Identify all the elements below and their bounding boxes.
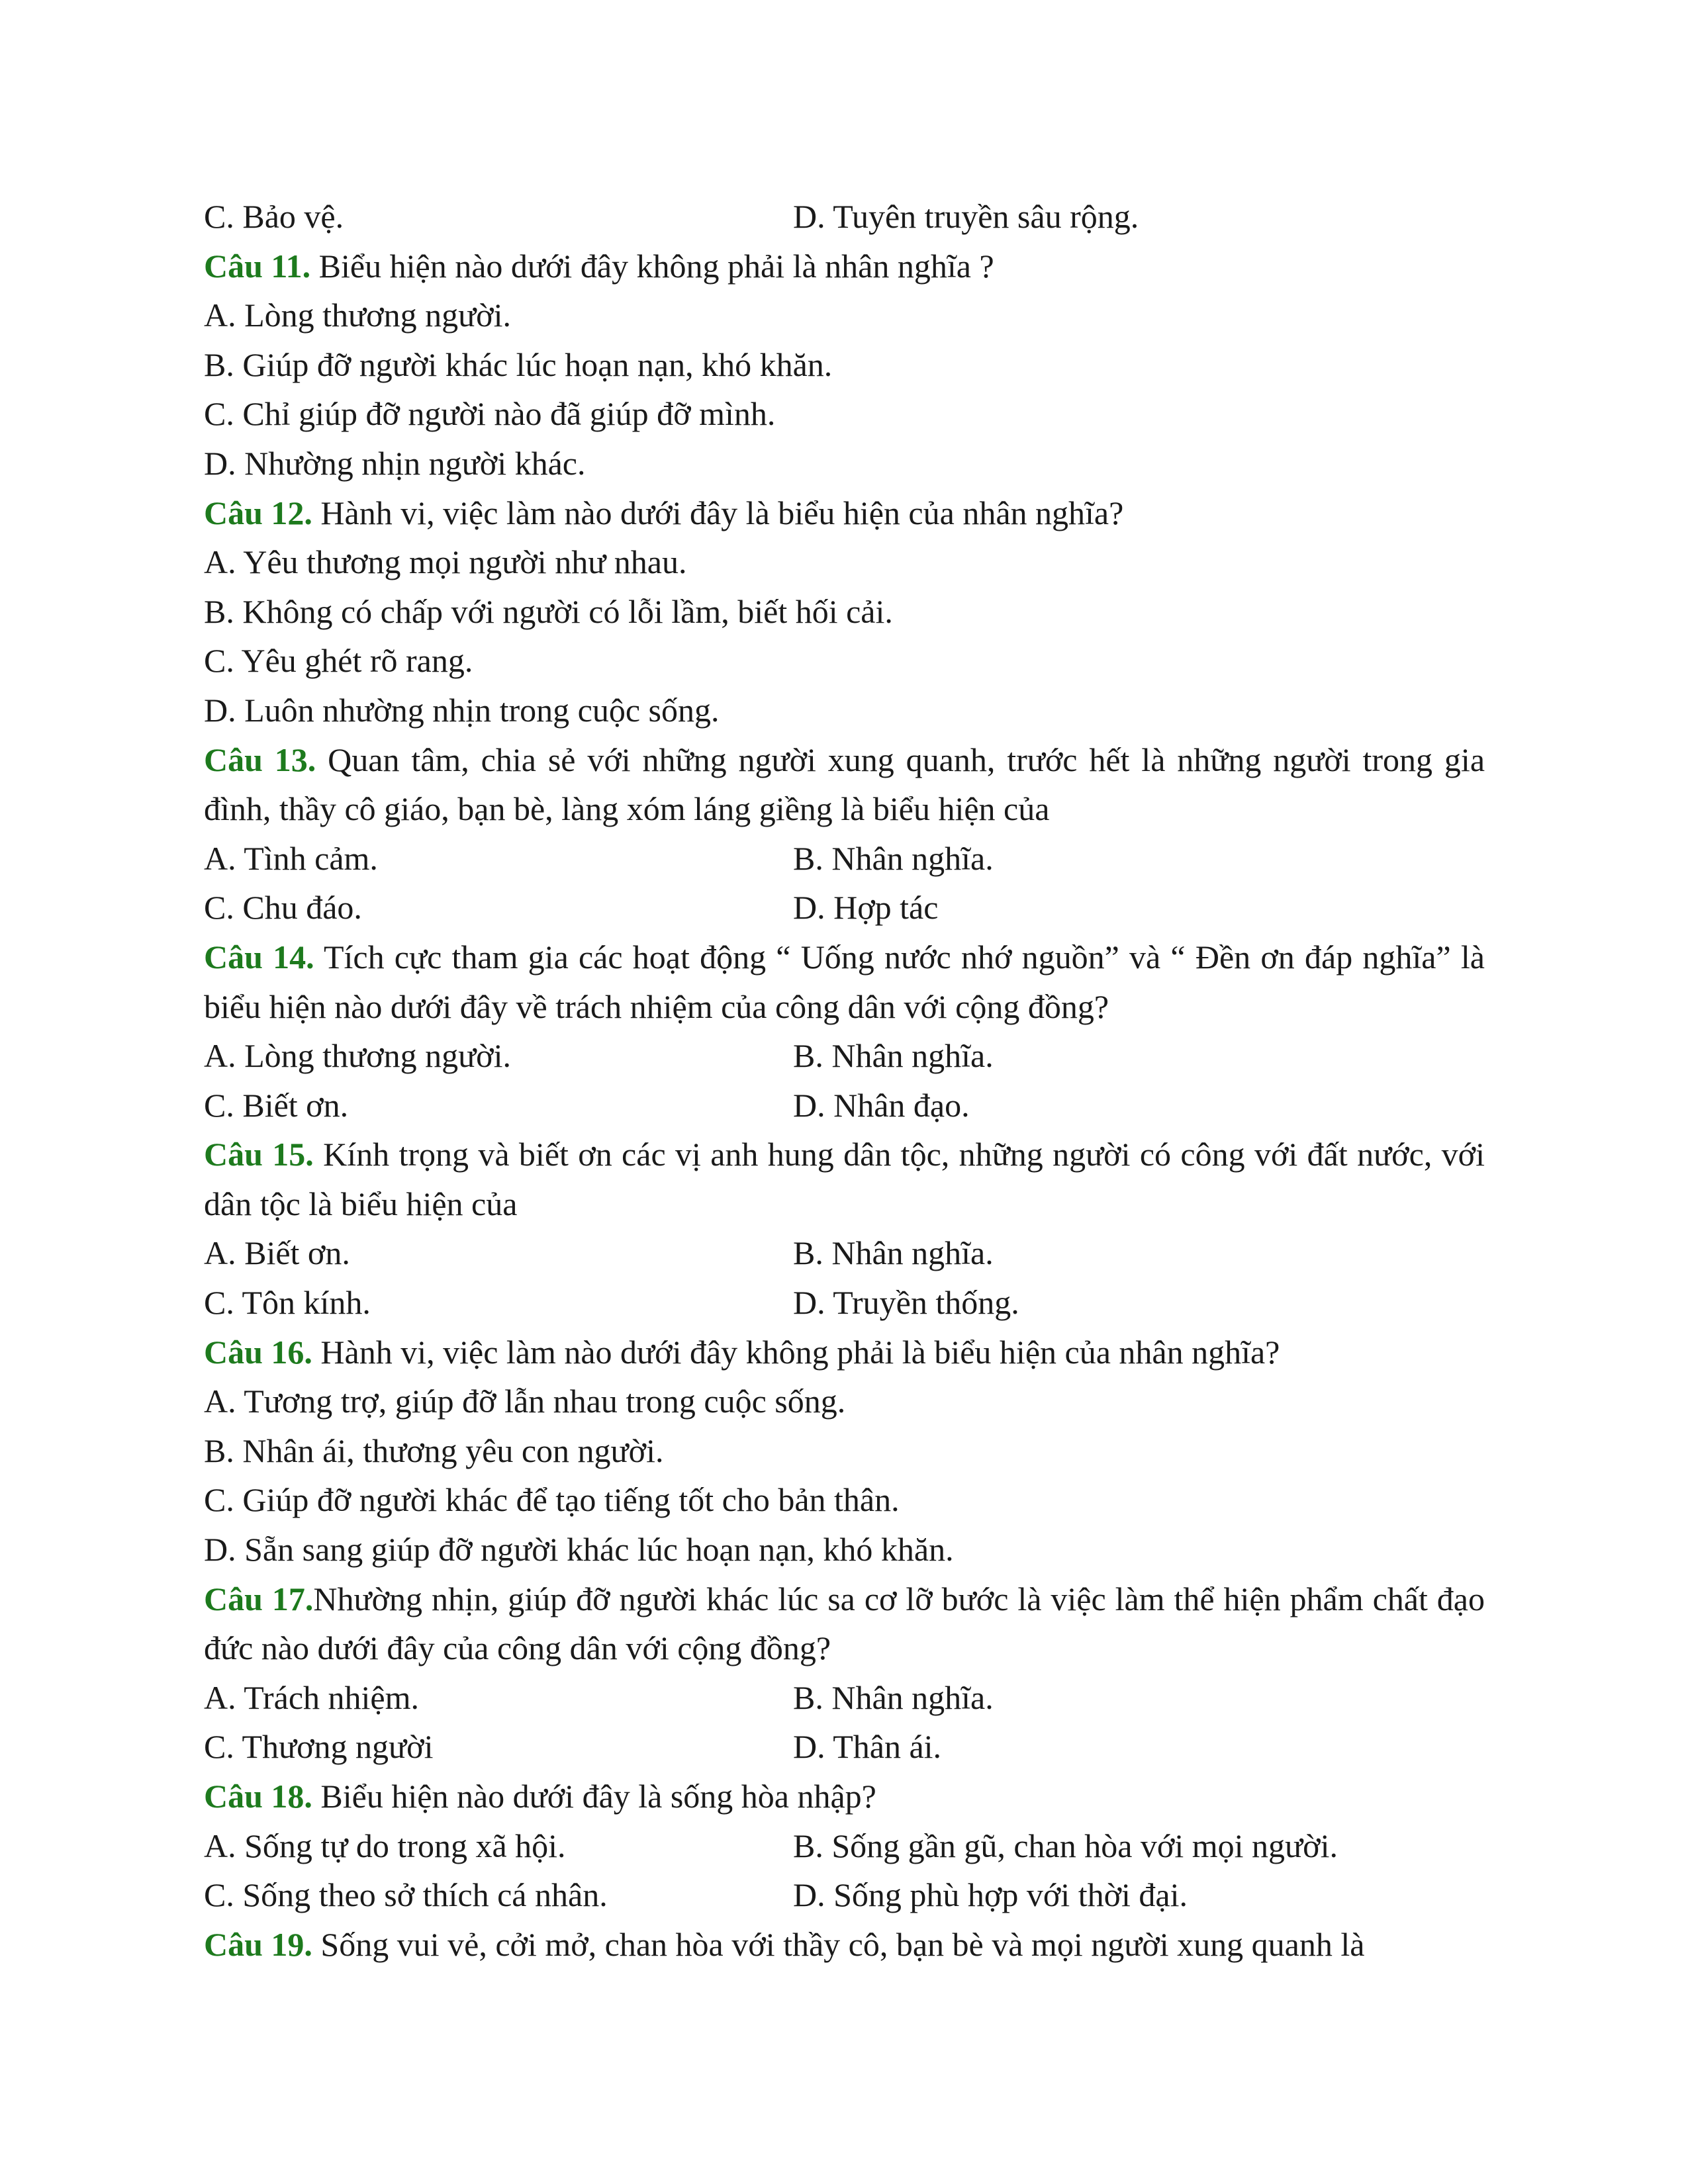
- question-text: Nhường nhịn, giúp đỡ người khác lúc sa cơ lỡ bước là việc làm thể hiện phẩm chất đạo đức nào dưới đây của công dân với cộng đồng?: [204, 1580, 1485, 1667]
- question-text: Hành vi, việc làm nào dưới đây không phải là biểu hiện của nhân nghĩa?: [312, 1333, 1280, 1371]
- option-d: D. Tuyên truyền sâu rộng.: [793, 198, 1139, 235]
- question-label: Câu 11.: [204, 247, 311, 285]
- option-row: [204, 1821, 1485, 1871]
- question-label: Câu 16.: [204, 1333, 312, 1371]
- question-label: Câu 19.: [204, 1925, 312, 1963]
- question-16: [204, 1328, 1485, 1377]
- question-text: Quan tâm, chia sẻ với những người xung quanh, trước hết là những người trong gia đình, thầy cô giáo, bạn bè, làng xóm láng giềng là biểu hiện của: [204, 741, 1485, 828]
- option-row: [204, 834, 1485, 884]
- question-14: [204, 933, 1485, 1031]
- option-d: D. Nhân đạo.: [793, 1086, 970, 1124]
- question-text: Kính trọng và biết ơn các vị anh hung dân tộc, những người có công với đất nước, với dân tộc là biểu hiện của: [204, 1136, 1485, 1222]
- option-b: B. Nhân ái, thương yêu con người.: [204, 1432, 664, 1469]
- option-d: D. Nhường nhịn người khác.: [204, 444, 586, 482]
- question-label: Câu 15.: [204, 1136, 314, 1173]
- option-row: [204, 1722, 1485, 1772]
- option-a: A. Biết ơn.: [204, 1234, 350, 1272]
- question-17: [204, 1574, 1485, 1673]
- option-row: [204, 192, 1485, 242]
- question-15: [204, 1130, 1485, 1228]
- option-a: A. Lòng thương người.: [204, 1037, 512, 1075]
- question-19: [204, 1920, 1485, 1970]
- option-a: A. Tương trợ, giúp đỡ lẫn nhau trong cuộc sống.: [204, 1383, 846, 1420]
- option-c: C. Biết ơn.: [204, 1086, 349, 1124]
- option-c: C. Chỉ giúp đỡ người nào đã giúp đỡ mình.: [204, 395, 776, 433]
- option-row: [204, 1870, 1485, 1920]
- option-c: C. Thương người: [204, 1728, 434, 1766]
- option-c: C. Chu đáo.: [204, 889, 362, 927]
- option-b: B. Sống gần gũ, chan hòa với mọi người.: [793, 1827, 1338, 1864]
- option-d: D. Thân ái.: [793, 1728, 942, 1766]
- question-13: [204, 735, 1485, 834]
- option-c: C. Giúp đỡ người khác để tạo tiếng tốt cho bản thân.: [204, 1481, 900, 1519]
- option-b: B. Nhân nghĩa.: [793, 1234, 994, 1272]
- option-b: B. Nhân nghĩa.: [793, 1678, 994, 1716]
- question-text: Hành vi, việc làm nào dưới đây là biểu hiện của nhân nghĩa?: [312, 494, 1124, 531]
- question-label: Câu 18.: [204, 1778, 312, 1815]
- option-row: [204, 1228, 1485, 1278]
- option-d: D. Truyền thống.: [793, 1284, 1019, 1322]
- question-text: Biểu hiện nào dưới đây là sống hòa nhập?: [312, 1778, 876, 1815]
- option-row: [204, 1031, 1485, 1081]
- question-text: Biểu hiện nào dưới đây không phải là nhân nghĩa ?: [310, 247, 994, 285]
- option-a: A. Lòng thương người.: [204, 296, 512, 334]
- question-list: [204, 192, 1485, 1969]
- option-row: [204, 883, 1485, 933]
- option-a: A. Trách nhiệm.: [204, 1678, 419, 1716]
- option-b: B. Nhân nghĩa.: [793, 839, 994, 877]
- option-c: C. Yêu ghét rõ rang.: [204, 642, 473, 680]
- option-b: B. Giúp đỡ người khác lúc hoạn nạn, khó khăn.: [204, 345, 833, 383]
- option-d: D. Luôn nhường nhịn trong cuộc sống.: [204, 691, 720, 729]
- question-label: Câu 17.: [204, 1580, 314, 1617]
- option-c: C. Tôn kính.: [204, 1284, 371, 1322]
- option-row: [204, 1673, 1485, 1723]
- question-label: Câu 12.: [204, 494, 312, 531]
- option-d: D. Sẵn sang giúp đỡ người khác lúc hoạn nạn, khó khăn.: [204, 1531, 954, 1569]
- question-label: Câu 14.: [204, 938, 314, 976]
- option-row: [204, 1278, 1485, 1328]
- option-b: B. Nhân nghĩa.: [793, 1037, 994, 1075]
- option-b: B. Không có chấp với người có lỗi lầm, biết hối cải.: [204, 592, 893, 630]
- question-11: [204, 242, 1485, 291]
- option-a: A. Tình cảm.: [204, 839, 378, 877]
- option-d: D. Sống phù hợp với thời đại.: [793, 1876, 1188, 1914]
- option-a: A. Sống tự do trong xã hội.: [204, 1827, 566, 1864]
- question-12: [204, 488, 1485, 538]
- question-text: Tích cực tham gia các hoạt động “ Uống nước nhớ nguồn” và “ Đền ơn đáp nghĩa” là biểu hiện nào dưới đây về trách nhiệm của công dân với cộng đồng?: [204, 938, 1485, 1025]
- option-a: A. Yêu thương mọi người như nhau.: [204, 543, 687, 581]
- option-row: [204, 1081, 1485, 1130]
- option-c: C. Bảo vệ.: [204, 198, 344, 235]
- question-label: Câu 13.: [204, 741, 316, 778]
- option-c: C. Sống theo sở thích cá nhân.: [204, 1876, 608, 1914]
- question-text: Sống vui vẻ, cởi mở, chan hòa với thầy cô, bạn bè và mọi người xung quanh là: [312, 1925, 1365, 1963]
- option-d: D. Hợp tác: [793, 889, 939, 927]
- question-18: [204, 1772, 1485, 1821]
